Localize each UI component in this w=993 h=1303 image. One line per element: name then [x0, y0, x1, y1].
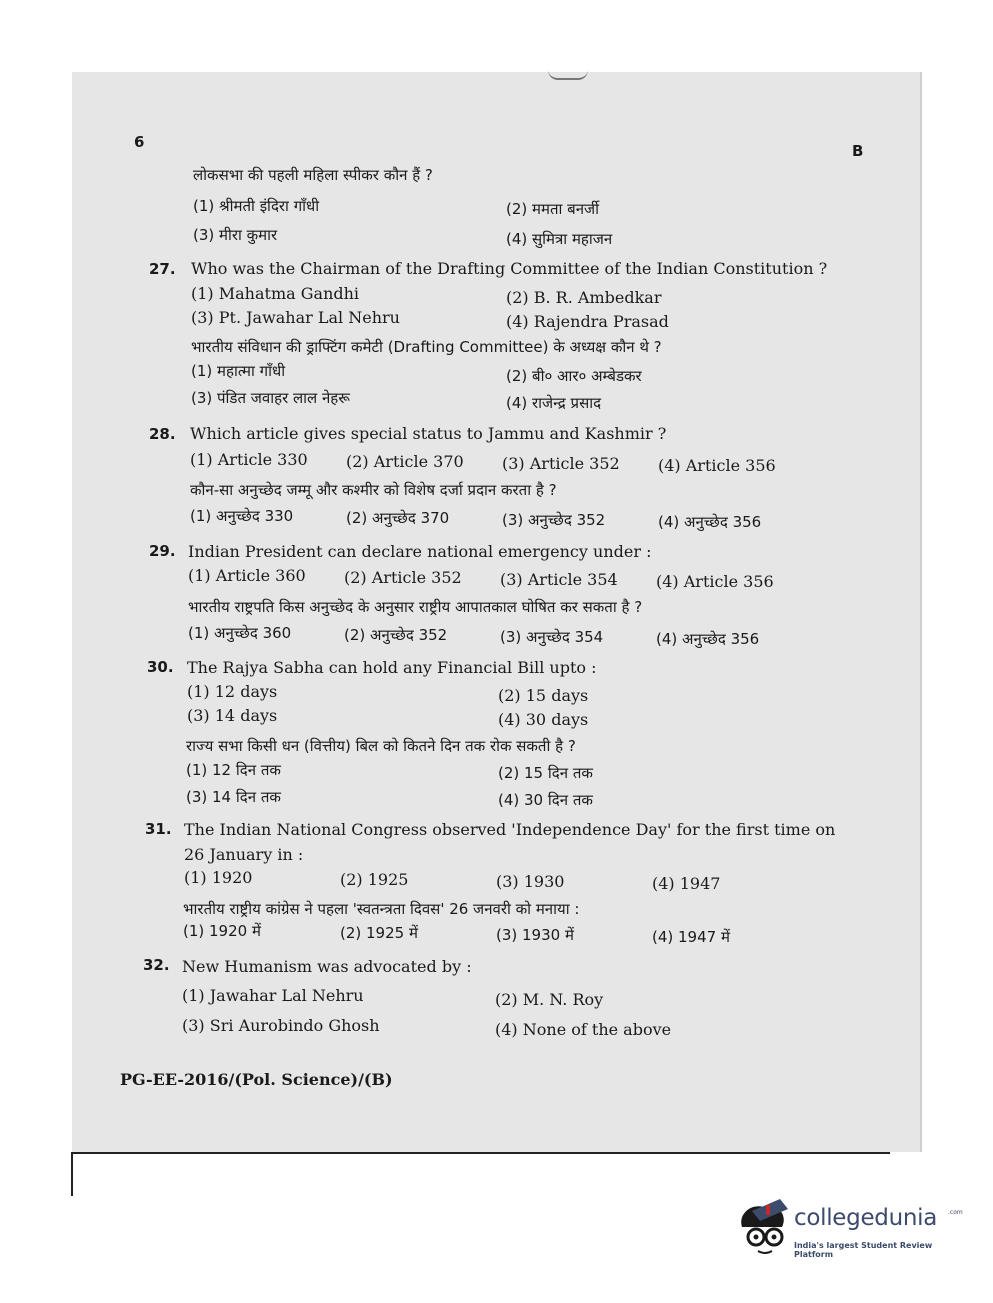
option: (1) 1920 — [184, 868, 253, 887]
staple-mark — [548, 70, 588, 80]
option: (2) 15 days — [498, 686, 589, 705]
option: (4) 1947 में — [652, 928, 730, 946]
option: (2) अनुच्छेद 352 — [344, 626, 448, 644]
option: (2) M. N. Roy — [495, 990, 604, 1009]
option: (2) Article 370 — [346, 452, 464, 471]
question-text-en: The Rajya Sabha can hold any Financial Bill upto : — [187, 658, 597, 677]
option: (2) ममता बनर्जी — [506, 200, 600, 218]
option: (4) राजेन्द्र प्रसाद — [506, 394, 602, 412]
option: (1) महात्मा गाँधी — [191, 362, 286, 380]
option: (2) बी० आर० अम्बेडकर — [506, 367, 642, 385]
question-text-en: The Indian National Congress observed 'Independence Day' for the first time on — [184, 820, 836, 839]
option: (3) अनुच्छेद 354 — [500, 628, 604, 646]
option: (1) Article 330 — [190, 450, 308, 469]
question-text-en: New Humanism was advocated by : — [182, 957, 472, 976]
option: (1) Article 360 — [188, 566, 306, 585]
option: (4) Article 356 — [656, 572, 774, 591]
option: (3) Article 354 — [500, 570, 618, 589]
option: (2) अनुच्छेद 370 — [346, 509, 450, 527]
option: (4) 30 days — [498, 710, 589, 729]
scan-edge-left — [71, 1152, 73, 1196]
option: (2) Article 352 — [344, 568, 462, 587]
option: (4) सुमित्रा महाजन — [506, 230, 613, 248]
option: (4) None of the above — [495, 1020, 672, 1039]
option: (3) पंडित जवाहर लाल नेहरू — [191, 389, 350, 407]
option: (4) 30 दिन तक — [498, 791, 593, 809]
option: (1) अनुच्छेद 330 — [190, 507, 294, 525]
question-text-en: Who was the Chairman of the Drafting Committee of the Indian Constitution ? — [191, 259, 828, 278]
option: (3) 14 दिन तक — [186, 788, 281, 806]
scan-edge-bottom — [72, 1152, 890, 1154]
question-text-en: Which article gives special status to Jammu and Kashmir ? — [190, 424, 667, 443]
option: (1) 1920 में — [183, 922, 261, 940]
brand-tagline: India's largest Student Review Platform — [794, 1241, 933, 1259]
question-text-en: Indian President can declare national emergency under : — [188, 542, 652, 561]
option: (1) 12 days — [187, 682, 278, 701]
option: (3) 14 days — [187, 706, 278, 725]
option: (2) 1925 — [340, 870, 409, 889]
page-number: 6 — [134, 133, 145, 151]
set-label: B — [852, 142, 864, 160]
option: (4) 1947 — [652, 874, 721, 893]
question-number: 31. — [145, 820, 172, 838]
question-number: 30. — [147, 658, 174, 676]
collegedunia-logo — [736, 1197, 966, 1259]
question-text-hi: राज्य सभा किसी धन (वित्तीय) बिल को कितने दिन तक रोक सकती है ? — [186, 737, 576, 755]
question-number: 29. — [149, 542, 176, 560]
mascot-icon — [736, 1197, 792, 1259]
question-text-hi: भारतीय राष्ट्रीय कांग्रेस ने पहला 'स्वतन्त्रता दिवस' 26 जनवरी को मनाया : — [183, 900, 580, 918]
paper-code-footer: PG-EE-2016/(Pol. Science)/(B) — [120, 1070, 393, 1089]
option: (1) अनुच्छेद 360 — [188, 624, 292, 642]
option: (4) Article 356 — [658, 456, 776, 475]
option: (4) Rajendra Prasad — [506, 312, 669, 331]
question-number: 27. — [149, 260, 176, 278]
question-text-en: 26 January in : — [184, 845, 304, 864]
option: (4) अनुच्छेद 356 — [658, 513, 762, 531]
option: (3) Sri Aurobindo Ghosh — [182, 1016, 380, 1035]
question-text-hi: भारतीय संविधान की ड्राफ्टिंग कमेटी (Drafting Committee) के अध्यक्ष कौन थे ? — [191, 338, 662, 356]
question-number: 28. — [149, 425, 176, 443]
option: (2) 1925 में — [340, 924, 418, 942]
option: (1) 12 दिन तक — [186, 761, 281, 779]
question-text-hi: भारतीय राष्ट्रपति किस अनुच्छेद के अनुसार राष्ट्रीय आपातकाल घोषित कर सकता है ? — [188, 598, 643, 616]
option: (4) अनुच्छेद 356 — [656, 630, 760, 648]
option: (3) मीरा कुमार — [193, 226, 278, 244]
option: (3) Pt. Jawahar Lal Nehru — [191, 308, 400, 327]
question-number: 32. — [143, 956, 170, 974]
question-text-hi: कौन-सा अनुच्छेद जम्मू और कश्मीर को विशेष दर्जा प्रदान करता है ? — [190, 481, 557, 499]
option: (2) 15 दिन तक — [498, 764, 593, 782]
option: (1) Jawahar Lal Nehru — [182, 986, 364, 1005]
brand-name: collegedunia — [794, 1205, 938, 1231]
option: (3) अनुच्छेद 352 — [502, 511, 606, 529]
option: (3) Article 352 — [502, 454, 620, 473]
option: (2) B. R. Ambedkar — [506, 288, 662, 307]
option: (1) Mahatma Gandhi — [191, 284, 360, 303]
option: (3) 1930 में — [496, 926, 574, 944]
option: (1) श्रीमती इंदिरा गाँधी — [193, 197, 320, 215]
question-text-hi: लोकसभा की पहली महिला स्पीकर कौन हैं ? — [193, 166, 433, 184]
option: (3) 1930 — [496, 872, 565, 891]
brand-domain: .com — [948, 1209, 963, 1216]
